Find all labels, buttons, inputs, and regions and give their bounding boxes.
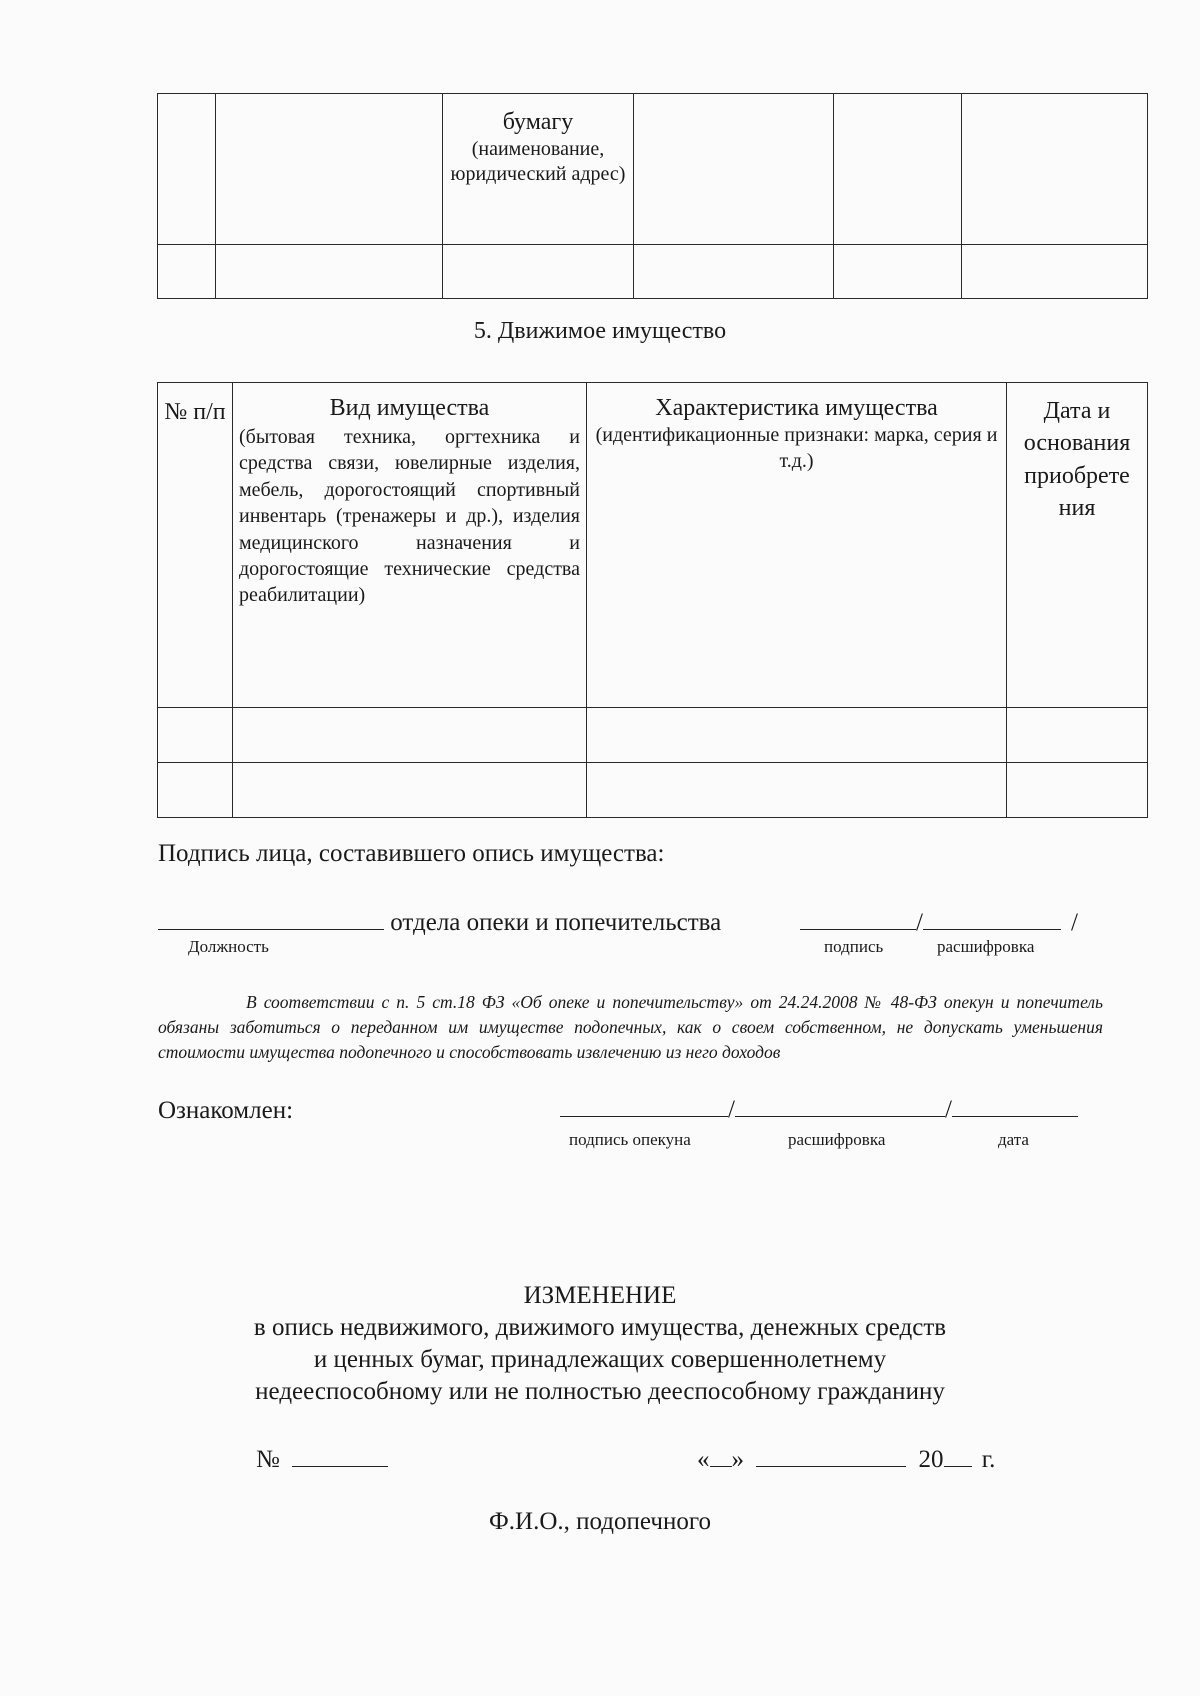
slash: / — [944, 1096, 952, 1123]
issuer-cell — [443, 94, 634, 245]
slash: / — [916, 909, 923, 936]
change-date-line — [697, 1444, 995, 1474]
change-heading-block — [0, 1280, 1200, 1408]
header-char — [587, 383, 1007, 708]
decode-field[interactable] — [923, 907, 1061, 930]
slash: / — [1070, 909, 1078, 936]
label-position: Должность — [188, 937, 269, 956]
department-text: отдела опеки и попечительства — [390, 909, 722, 936]
issuer-note: (наименование, юридический адрес) — [450, 138, 626, 185]
label-guardian-sign: подпись опекуна — [569, 1130, 691, 1149]
guardian-decode-field[interactable] — [735, 1094, 945, 1117]
table-cell — [834, 94, 962, 245]
month-field[interactable] — [756, 1444, 906, 1467]
header-char-title: Характеристика имущества — [655, 395, 938, 421]
header-num: № п/п — [158, 383, 233, 708]
table-cell — [443, 245, 634, 299]
label-decode: расшифровка — [788, 1130, 886, 1149]
change-line-1: в опись недвижимого, движимого имущества, денежных средств — [253, 1314, 947, 1341]
date-field[interactable] — [952, 1094, 1078, 1117]
change-line-2: и ценных бумаг, принадлежащих совершеннолетнему — [313, 1346, 887, 1373]
table-cell — [834, 245, 962, 299]
table-cell — [158, 708, 233, 763]
change-title: ИЗМЕНЕНИЕ — [523, 1282, 677, 1309]
position-line — [158, 907, 721, 937]
acquainted-label: Ознакомлен: — [158, 1097, 294, 1124]
number-sign: № — [256, 1446, 280, 1473]
position-field[interactable] — [158, 907, 384, 930]
table-cell — [216, 245, 443, 299]
header-kind — [233, 383, 587, 708]
label-decode: расшифровка — [937, 937, 1035, 956]
label-date: дата — [998, 1130, 1029, 1149]
year-suffix: г. — [981, 1446, 996, 1473]
day-field[interactable] — [710, 1444, 732, 1467]
ward-fio-label: Ф.И.О., подопечного — [489, 1508, 711, 1535]
year-field[interactable] — [944, 1444, 972, 1467]
issuer-word: бумагу — [502, 109, 574, 135]
header-kind-title: Вид имущества — [329, 395, 490, 421]
securities-table-continuation — [157, 93, 1148, 299]
table-cell — [158, 245, 216, 299]
table-cell — [158, 763, 233, 818]
table-row — [158, 763, 1148, 818]
label-sign: подпись — [824, 937, 884, 956]
table-cell — [587, 708, 1007, 763]
header-char-desc: (идентификационные признаки: марка, серия и т.д.) — [595, 424, 998, 472]
year-prefix: 20 — [918, 1446, 944, 1473]
guardian-sign-field[interactable] — [560, 1094, 728, 1117]
table-cell — [962, 245, 1148, 299]
section-title-movable: 5. Движимое имущество — [473, 318, 727, 344]
signature-title: Подпись лица, составившего опись имущества: — [158, 840, 665, 867]
acquainted-line — [560, 1094, 1078, 1124]
table-row — [158, 708, 1148, 763]
table-row — [158, 94, 1148, 245]
change-number-field[interactable] — [292, 1444, 388, 1467]
table-cell — [634, 245, 834, 299]
table-cell — [1007, 708, 1148, 763]
quote-open: « — [697, 1446, 710, 1473]
sign-decode-line — [800, 907, 1078, 937]
change-line-3: недееспособному или не полностью дееспособному гражданину — [255, 1378, 945, 1405]
table-cell — [216, 94, 443, 245]
header-kind-desc: (бытовая техника, оргтехника и средства связи, ювелирные изделия, мебель, дорогостоящий спортивный инвентарь (тренажеры и др.), изделия медицинского назначения и дорогостоящие технические средства реабилитации) — [239, 426, 580, 607]
table-cell — [587, 763, 1007, 818]
table-cell — [233, 763, 587, 818]
table-header-row — [158, 383, 1148, 708]
sign-field[interactable] — [800, 907, 916, 930]
table-cell — [1007, 763, 1148, 818]
quote-close: » — [731, 1446, 744, 1473]
legal-note: В соответствии с п. 5 ст.18 ФЗ «Об опеке и попечительству» от 24.24.2008 № 48-ФЗ опекун и попечитель обязаны заботиться о переданном им имуществе подопечных, как о своем собственном, не допускать уменьшения стоимости имущества подопечного и способствовать извлечению из него доходов — [158, 992, 1103, 1062]
table-cell — [634, 94, 834, 245]
table-row — [158, 245, 1148, 299]
slash: / — [728, 1096, 735, 1123]
table-cell — [233, 708, 587, 763]
table-cell — [158, 94, 216, 245]
change-number-line — [256, 1444, 388, 1474]
movable-property-table — [157, 382, 1148, 818]
table-cell — [962, 94, 1148, 245]
header-date: Дата и основания приобрете ния — [1007, 383, 1148, 708]
